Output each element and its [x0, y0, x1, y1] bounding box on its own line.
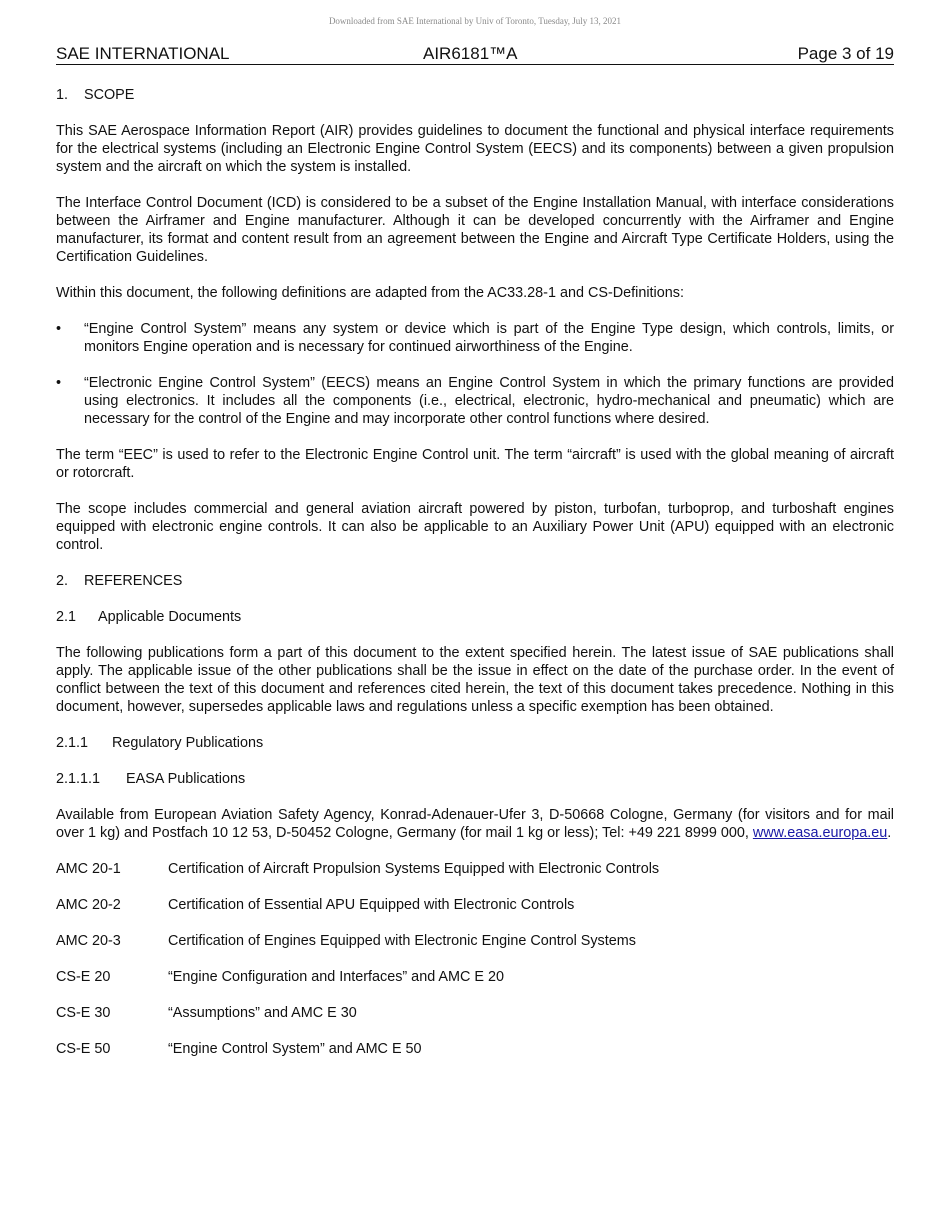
paragraph: Within this document, the following definitions are adapted from the AC33.28-1 and CS-Definitions: [56, 285, 684, 301]
section-title: EASA Publications [126, 771, 246, 787]
section-number: 2.1.1.1 [56, 771, 101, 787]
list-item [56, 374, 894, 428]
subsection-heading-regulatory-publications [56, 734, 894, 752]
section-number: 2.1 [56, 609, 77, 625]
paragraph: This SAE Aerospace Information Report (AIR) provides guidelines to document the functional and physical interface requirements for the electrical systems (including an Electronic Engine Control System (EECS) and its components) between a given propulsion system and the aircraft on which the system is installed. [56, 123, 894, 175]
reference-row [56, 896, 894, 914]
reference-title: Certification of Engines Equipped with Electronic Engine Control Systems [168, 933, 636, 949]
section-heading-references [56, 572, 894, 590]
download-watermark: Downloaded from SAE International by Univ of Toronto, Tuesday, July 13, 2021 [328, 16, 622, 26]
reference-title: Certification of Aircraft Propulsion Systems Equipped with Electronic Controls [168, 861, 660, 877]
reference-title: “Engine Configuration and Interfaces” and AMC E 20 [168, 969, 504, 985]
reference-code: AMC 20-1 [56, 861, 121, 877]
definitions-list [56, 320, 894, 428]
reference-title: “Assumptions” and AMC E 30 [168, 1005, 357, 1021]
list-item-text: “Engine Control System” means any system or device which is part of the Engine Type design, which controls, limits, or monitors Engine operation and is necessary for continued airworthiness of the Engine. [84, 321, 894, 355]
section-title: REFERENCES [84, 573, 183, 589]
reference-title: Certification of Essential APU Equipped with Electronic Controls [168, 897, 575, 913]
bullet-icon: • [56, 375, 62, 391]
reference-code: AMC 20-2 [56, 897, 121, 913]
reference-title: “Engine Control System” and AMC E 50 [168, 1041, 422, 1057]
bullet-icon: • [56, 321, 62, 337]
reference-row [56, 1004, 894, 1022]
section-heading-scope [56, 86, 894, 104]
reference-row [56, 968, 894, 986]
section-number: 2.1.1 [56, 735, 89, 751]
publisher-name: SAE INTERNATIONAL [56, 44, 230, 63]
paragraph: The Interface Control Document (ICD) is considered to be a subset of the Engine Installation Manual, with interface considerations between the Airframer and Engine manufacturer. Although it can be developed concurrently with the Airframer and Engine manufacturer, its format and content result from an agreement between the Engine and Aircraft Type Certificate Holders, using the Certification Guidelines. [56, 195, 894, 265]
reference-row [56, 932, 894, 950]
reference-row [56, 860, 894, 878]
availability-text: Available from European Aviation Safety Agency, Konrad-Adenauer-Ufer 3, D-50668 Cologne, Germany (for visitors and for mail over 1 kg) and Postfach 10 12 53, D-50452 Cologne, Germany (for mail 1 kg or less); Tel: +49 221 8999 000, [56, 807, 894, 841]
reference-code: CS-E 20 [56, 969, 111, 985]
paragraph: The term “EEC” is used to refer to the Electronic Engine Control unit. The term “aircraft” is used with the global meaning of aircraft or rotorcraft. [56, 447, 894, 481]
reference-code: CS-E 30 [56, 1005, 111, 1021]
section-title: SCOPE [84, 87, 135, 103]
list-item [56, 320, 894, 356]
subsection-heading-applicable-documents [56, 608, 894, 626]
document-number: AIR6181™A [423, 44, 518, 63]
reference-row [56, 1040, 894, 1058]
document-body [56, 86, 894, 1058]
section-number: 1. [56, 87, 69, 103]
paragraph: The following publications form a part of this document to the extent specified herein. The latest issue of SAE publications shall apply. The applicable issue of the other publications shall be the issue in effect on the date of the purchase order. In the event of conflict between the text of this document and references cited herein, the text of this document takes precedence. Nothing in this document, however, supersedes applicable laws and regulations unless a specific exemption has been obtained. [56, 645, 894, 715]
paragraph: The scope includes commercial and general aviation aircraft powered by piston, turbofan, turboprop, and turboshaft engines equipped with electronic engine controls. It can also be applicable to an Auxiliary Power Unit (APU) equipped with an electronic control. [56, 501, 894, 553]
reference-code: AMC 20-3 [56, 933, 121, 949]
reference-code: CS-E 50 [56, 1041, 111, 1057]
easa-website-link[interactable]: www.easa.europa.eu [752, 825, 888, 841]
page-header [56, 44, 894, 65]
trailing-period: . [887, 825, 892, 841]
subsection-heading-easa-publications [56, 770, 894, 788]
section-title: Applicable Documents [98, 609, 242, 625]
page-number: Page 3 of 19 [797, 44, 894, 63]
section-title: Regulatory Publications [112, 735, 264, 751]
easa-availability-paragraph [56, 806, 894, 842]
section-number: 2. [56, 573, 69, 589]
list-item-text: “Electronic Engine Control System” (EECS) means an Engine Control System in which the primary functions are provided using electronics. It includes all the components (i.e., electrical, electronic, hydro-mechanical and pneumatic) which are necessary for the control of the Engine and may incorporate other control functions where desired. [84, 375, 894, 427]
